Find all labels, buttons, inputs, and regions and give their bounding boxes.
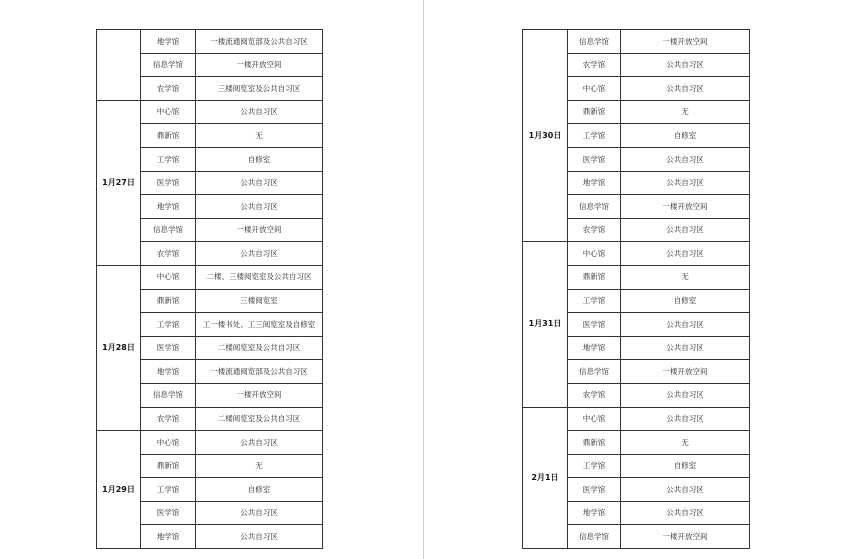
library-cell: 鼎新馆 [568, 431, 621, 455]
date-cell: 1月28日 [97, 265, 141, 430]
library-cell: 信息学馆 [568, 195, 621, 219]
library-cell: 地学馆 [141, 525, 196, 549]
library-cell: 地学馆 [568, 336, 621, 360]
open-area-cell: 二楼阅览室及公共自习区 [196, 336, 323, 360]
open-area-cell: 一楼开放空间 [196, 53, 323, 77]
library-cell: 农学馆 [141, 407, 196, 431]
open-area-cell: 公共自习区 [621, 242, 750, 266]
open-area-cell: 二楼阅览室及公共自习区 [196, 407, 323, 431]
table-row [97, 100, 323, 124]
library-cell: 信息学馆 [141, 53, 196, 77]
library-cell: 医学馆 [141, 501, 196, 525]
open-area-cell: 一楼流通阅览部及公共自习区 [196, 360, 323, 384]
date-cell: 1月27日 [97, 100, 141, 265]
open-area-cell: 公共自习区 [621, 313, 750, 337]
library-cell: 医学馆 [568, 147, 621, 171]
open-area-cell: 一楼开放空间 [196, 383, 323, 407]
library-cell: 农学馆 [568, 53, 621, 77]
library-cell: 医学馆 [141, 336, 196, 360]
library-cell: 医学馆 [568, 478, 621, 502]
library-cell: 医学馆 [568, 313, 621, 337]
library-cell: 工学馆 [141, 313, 196, 337]
open-area-cell: 三楼阅览室 [196, 289, 323, 313]
open-area-cell: 一楼开放空间 [621, 195, 750, 219]
library-cell: 信息学馆 [141, 383, 196, 407]
open-area-cell: 自修室 [621, 124, 750, 148]
open-area-cell: 公共自习区 [621, 501, 750, 525]
open-area-cell: 公共自习区 [196, 501, 323, 525]
library-cell: 信息学馆 [568, 30, 621, 54]
open-area-cell: 公共自习区 [621, 478, 750, 502]
open-area-cell: 二楼、三楼阅览室及公共自习区 [196, 265, 323, 289]
library-cell: 中心馆 [141, 265, 196, 289]
open-area-cell: 公共自习区 [621, 171, 750, 195]
library-cell: 信息学馆 [568, 360, 621, 384]
library-cell: 农学馆 [141, 242, 196, 266]
open-area-cell: 无 [621, 100, 750, 124]
open-area-cell: 公共自习区 [621, 336, 750, 360]
library-cell: 鼎新馆 [141, 454, 196, 478]
open-area-cell: 公共自习区 [621, 407, 750, 431]
library-cell: 地学馆 [141, 360, 196, 384]
open-area-cell: 一楼开放空间 [621, 525, 750, 549]
library-cell: 地学馆 [568, 501, 621, 525]
library-cell: 地学馆 [568, 171, 621, 195]
table-row [97, 30, 323, 54]
schedule-table-right [522, 29, 750, 549]
library-cell: 工学馆 [141, 147, 196, 171]
library-cell: 地学馆 [141, 30, 196, 54]
library-cell: 中心馆 [568, 242, 621, 266]
library-cell: 农学馆 [568, 383, 621, 407]
table-row [523, 407, 750, 431]
open-area-cell: 公共自习区 [621, 77, 750, 101]
open-area-cell: 公共自习区 [196, 100, 323, 124]
open-area-cell: 自修室 [196, 478, 323, 502]
open-area-cell: 自修室 [621, 454, 750, 478]
library-cell: 工学馆 [141, 478, 196, 502]
table-row [97, 265, 323, 289]
open-area-cell: 无 [621, 431, 750, 455]
library-cell: 工学馆 [568, 289, 621, 313]
date-cell: 1月29日 [97, 431, 141, 549]
library-cell: 中心馆 [568, 407, 621, 431]
open-area-cell: 无 [621, 265, 750, 289]
open-area-cell: 无 [196, 124, 323, 148]
table-row [97, 431, 323, 455]
library-cell: 鼎新馆 [568, 100, 621, 124]
open-area-cell: 一楼开放空间 [621, 360, 750, 384]
library-cell: 中心馆 [141, 431, 196, 455]
library-cell: 中心馆 [141, 100, 196, 124]
library-cell: 鼎新馆 [141, 289, 196, 313]
open-area-cell: 自修室 [621, 289, 750, 313]
open-area-cell: 公共自习区 [196, 525, 323, 549]
table-row [523, 242, 750, 266]
date-cell: 2月1日 [523, 407, 568, 549]
schedule-body-right [523, 30, 750, 549]
open-area-cell: 三楼阅览室及公共自习区 [196, 77, 323, 101]
date-cell: 1月31日 [523, 242, 568, 407]
open-area-cell: 公共自习区 [196, 171, 323, 195]
open-area-cell: 公共自习区 [196, 242, 323, 266]
library-cell: 农学馆 [568, 218, 621, 242]
open-area-cell: 自修室 [196, 147, 323, 171]
open-area-cell: 公共自习区 [196, 195, 323, 219]
library-cell: 中心馆 [568, 77, 621, 101]
library-cell: 工学馆 [568, 124, 621, 148]
schedule-body-left [97, 30, 323, 549]
library-cell: 信息学馆 [568, 525, 621, 549]
library-cell: 地学馆 [141, 195, 196, 219]
date-cell [97, 30, 141, 101]
open-area-cell: 公共自习区 [621, 383, 750, 407]
open-area-cell: 一楼开放空间 [621, 30, 750, 54]
open-area-cell: 公共自习区 [621, 53, 750, 77]
table-row [523, 30, 750, 54]
library-cell: 工学馆 [568, 454, 621, 478]
library-cell: 信息学馆 [141, 218, 196, 242]
library-cell: 鼎新馆 [568, 265, 621, 289]
open-area-cell: 工一楼书处、工三阅览室及自修室 [196, 313, 323, 337]
page-divider [423, 0, 424, 559]
library-cell: 医学馆 [141, 171, 196, 195]
open-area-cell: 公共自习区 [621, 218, 750, 242]
open-area-cell: 无 [196, 454, 323, 478]
open-area-cell: 一楼流通阅览部及公共自习区 [196, 30, 323, 54]
library-cell: 农学馆 [141, 77, 196, 101]
open-area-cell: 公共自习区 [196, 431, 323, 455]
open-area-cell: 一楼开放空间 [196, 218, 323, 242]
schedule-table-left [96, 29, 323, 549]
library-cell: 鼎新馆 [141, 124, 196, 148]
open-area-cell: 公共自习区 [621, 147, 750, 171]
date-cell: 1月30日 [523, 30, 568, 242]
